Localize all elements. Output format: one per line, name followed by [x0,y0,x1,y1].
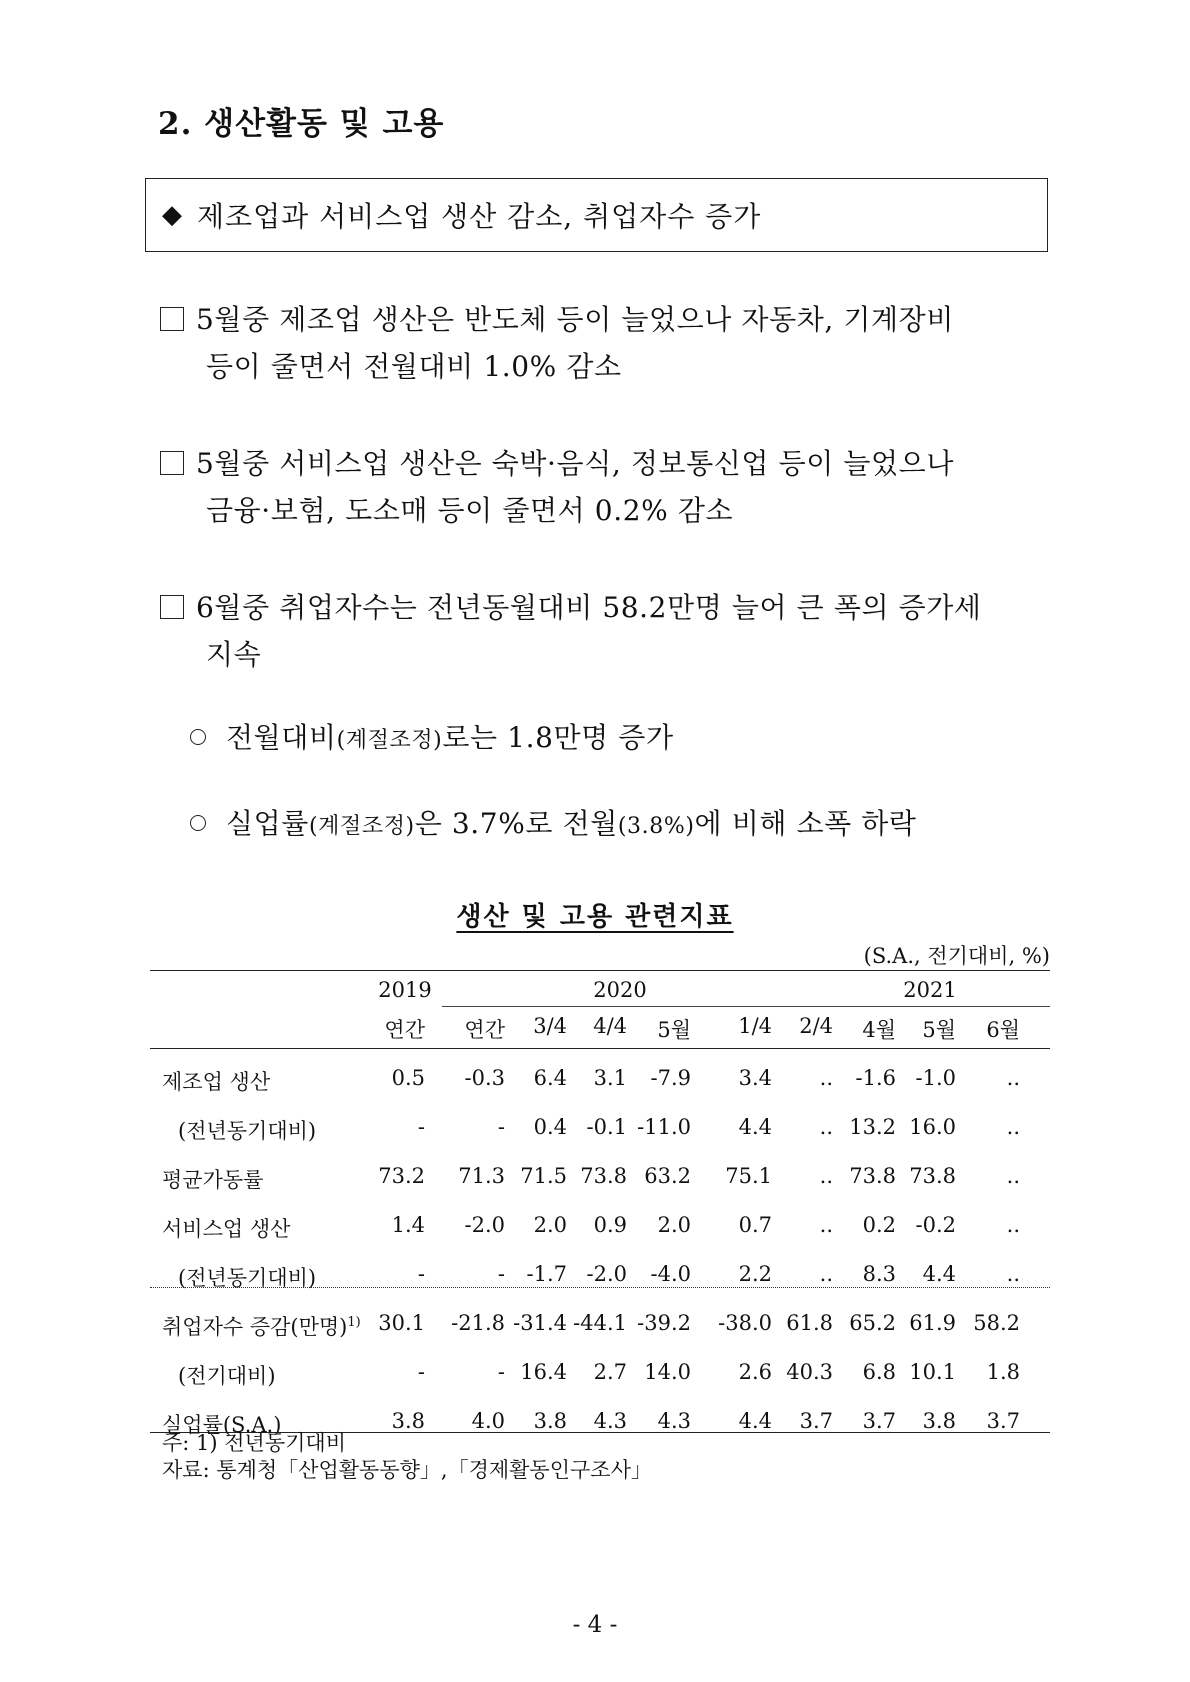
table-cell: -39.2 [637,1311,691,1335]
row-label-text: (전년동기대비) [178,1119,317,1143]
row-label-text: 제조업 생산 [162,1070,271,1094]
column-header: 연간 [464,1018,505,1042]
header-rule [150,1048,1050,1049]
footnote: 주: 1) 전년동기대비 [162,1431,346,1455]
table-cell: 4.0 [471,1409,505,1433]
year-header: 2021 [903,978,957,1002]
sub-text: 은 3.7%로 전월 [414,807,618,840]
table-cell: -0.1 [586,1115,627,1139]
table-cell: -11.0 [637,1115,691,1139]
sub-item [190,716,674,756]
column-header: 6월 [986,1018,1020,1042]
table-cell: -44.1 [573,1311,627,1335]
footnote-marker: 1) [347,1315,361,1330]
table-cell: -21.8 [451,1311,505,1335]
square-bullet-icon [160,595,184,619]
column-header: 2/4 [799,1014,833,1038]
table-cell: 6.8 [862,1360,896,1384]
sub-paren: (계절조정) [336,728,443,753]
year-header: 2020 [593,978,647,1002]
summary-text: 제조업과 서비스업 생산 감소, 취업자수 증가 [197,200,762,233]
table-cell: 10.1 [909,1360,956,1384]
table-cell: 2.0 [657,1213,691,1237]
table-cell: 3.8 [533,1409,567,1433]
square-bullet-icon [160,307,184,331]
table-cell: 61.8 [786,1311,833,1335]
column-header: 연간 [384,1018,425,1042]
row-label [162,1066,270,1096]
table-cell: -0.2 [915,1213,956,1237]
table-title [0,896,1190,933]
row-label [162,1164,263,1194]
table-cell: -31.4 [513,1311,567,1335]
table-cell: - [417,1115,425,1139]
table-cell: 2.6 [738,1360,772,1384]
sub-text: 로는 1.8만명 증가 [442,721,674,754]
column-header: 1/4 [738,1014,772,1038]
table-cell: -2.0 [464,1213,505,1237]
table-cell: 0.2 [862,1213,896,1237]
table-cell: 2.0 [533,1213,567,1237]
table-cell: .. [819,1066,833,1090]
circle-bullet-icon [190,729,206,745]
section-title: 2. 생산활동 및 고용 [158,106,445,142]
table-cell: 14.0 [644,1360,691,1384]
table-cell: 0.5 [391,1066,425,1090]
table-notes [162,1430,652,1484]
table-cell: 2.7 [593,1360,627,1384]
table-cell: 40.3 [786,1360,833,1384]
row-label-text: 실업률(S.A.) [162,1413,282,1437]
diamond-bullet-icon: ◆ [162,200,183,230]
bullet-line: 6월중 취업자수는 전년동월대비 58.2만명 늘어 큰 폭의 증가세 [196,591,982,624]
table-cell: 16.0 [909,1115,956,1139]
bullet-line: 5월중 서비스업 생산은 숙박·음식, 정보통신업 등이 늘었으나 [196,447,954,480]
table-cell: 4.4 [922,1262,956,1286]
row-label [162,1213,290,1243]
bullet-line: 등이 줄면서 전월대비 1.0% 감소 [206,350,622,383]
row-label-text: (전기대비) [178,1364,276,1388]
table-cell: .. [1006,1262,1020,1286]
table-cell: - [497,1360,505,1384]
table-cell: 3.7 [986,1409,1020,1433]
table-cell: 65.2 [849,1311,896,1335]
table-cell: 30.1 [378,1311,425,1335]
table-cell: 4.3 [593,1409,627,1433]
table-cell: 61.9 [909,1311,956,1335]
table-cell: - [497,1115,505,1139]
table-cell: .. [1006,1115,1020,1139]
table-cell: 71.3 [458,1164,505,1188]
circle-bullet-icon [190,815,206,831]
table-cell: -1.0 [915,1066,956,1090]
year-underline [720,1006,1050,1007]
table-title-text: 생산 및 고용 관련지표 [456,902,734,932]
table-cell: - [417,1262,425,1286]
table-cell: .. [1006,1066,1020,1090]
row-label-text: 평균가동률 [162,1168,264,1192]
table-cell: 4.4 [738,1409,772,1433]
table-cell: .. [819,1262,833,1286]
table-cell: -7.9 [650,1066,691,1090]
sub-text: 에 비해 소폭 하락 [694,807,917,840]
column-header: 5월 [657,1018,691,1042]
page-number: - 4 - [572,1612,618,1638]
table-cell: -0.3 [464,1066,505,1090]
row-label [178,1115,316,1145]
row-label-text: (전년동기대비) [178,1266,317,1290]
bullet-line: 금융·보험, 도소매 등이 줄면서 0.2% 감소 [206,494,734,527]
table-cell: 3.1 [593,1066,627,1090]
table-cell: 0.7 [738,1213,772,1237]
bullet-paragraph [160,296,1050,390]
table-cell: .. [819,1164,833,1188]
table-cell: 73.2 [378,1164,425,1188]
column-header: 5월 [922,1018,956,1042]
table-cell: -2.0 [586,1262,627,1286]
square-bullet-icon [160,451,184,475]
table-cell: -1.7 [526,1262,567,1286]
table-cell: -1.6 [855,1066,896,1090]
table-cell: .. [1006,1213,1020,1237]
row-label [178,1262,316,1292]
table-cell: 3.7 [862,1409,896,1433]
row-label-text: 취업자수 증감(만명) [162,1315,348,1339]
table-top-rule [150,970,1050,971]
sub-paren: (3.8%) [617,814,695,839]
table-cell: 71.5 [520,1164,567,1188]
table-cell: 0.9 [593,1213,627,1237]
table-cell: 3.8 [391,1409,425,1433]
table-cell: 73.8 [580,1164,627,1188]
column-header: 3/4 [533,1014,567,1038]
sub-item [190,802,917,842]
table-cell: 4.4 [738,1115,772,1139]
table-cell: 58.2 [973,1311,1020,1335]
bullet-line: 지속 [206,638,262,671]
table-cell: 6.4 [533,1066,567,1090]
table-cell: 73.8 [849,1164,896,1188]
bullet-line: 5월중 제조업 생산은 반도체 등이 늘었으나 자동차, 기계장비 [196,303,954,336]
table-cell: 1.4 [391,1213,425,1237]
table-cell: -4.0 [650,1262,691,1286]
table-cell: 3.4 [738,1066,772,1090]
table-cell: 16.4 [520,1360,567,1384]
table-cell: 13.2 [849,1115,896,1139]
year-header: 2019 [378,978,432,1002]
sub-text: 전월대비 [226,721,337,754]
row-label [162,1311,361,1341]
table-cell: -38.0 [718,1311,772,1335]
sub-text: 실업률 [226,807,309,840]
table-cell: 8.3 [862,1262,896,1286]
table-cell: 3.7 [799,1409,833,1433]
summary-box [145,178,1048,252]
table-unit: (S.A., 전기대비, %) [863,944,1050,968]
bullet-paragraph [160,440,1050,534]
table-cell: .. [1006,1164,1020,1188]
table-cell: - [497,1262,505,1286]
table-cell: 75.1 [725,1164,772,1188]
table-cell: 4.3 [657,1409,691,1433]
table-cell: .. [819,1115,833,1139]
source-note: 자료: 통계청「산업활동동향」,「경제활동인구조사」 [162,1458,652,1482]
table-cell: 0.4 [533,1115,567,1139]
table-cell: 63.2 [644,1164,691,1188]
table-cell: 2.2 [738,1262,772,1286]
sub-paren: (계절조정) [308,814,415,839]
bullet-paragraph [160,584,1050,678]
table-cell: 1.8 [986,1360,1020,1384]
table-cell: - [417,1360,425,1384]
row-label-text: 서비스업 생산 [162,1217,291,1241]
column-header: 4/4 [593,1014,627,1038]
table-cell: 73.8 [909,1164,956,1188]
column-header: 4월 [862,1018,896,1042]
row-label [178,1360,276,1390]
table-cell: 3.8 [922,1409,956,1433]
table-cell: .. [819,1213,833,1237]
